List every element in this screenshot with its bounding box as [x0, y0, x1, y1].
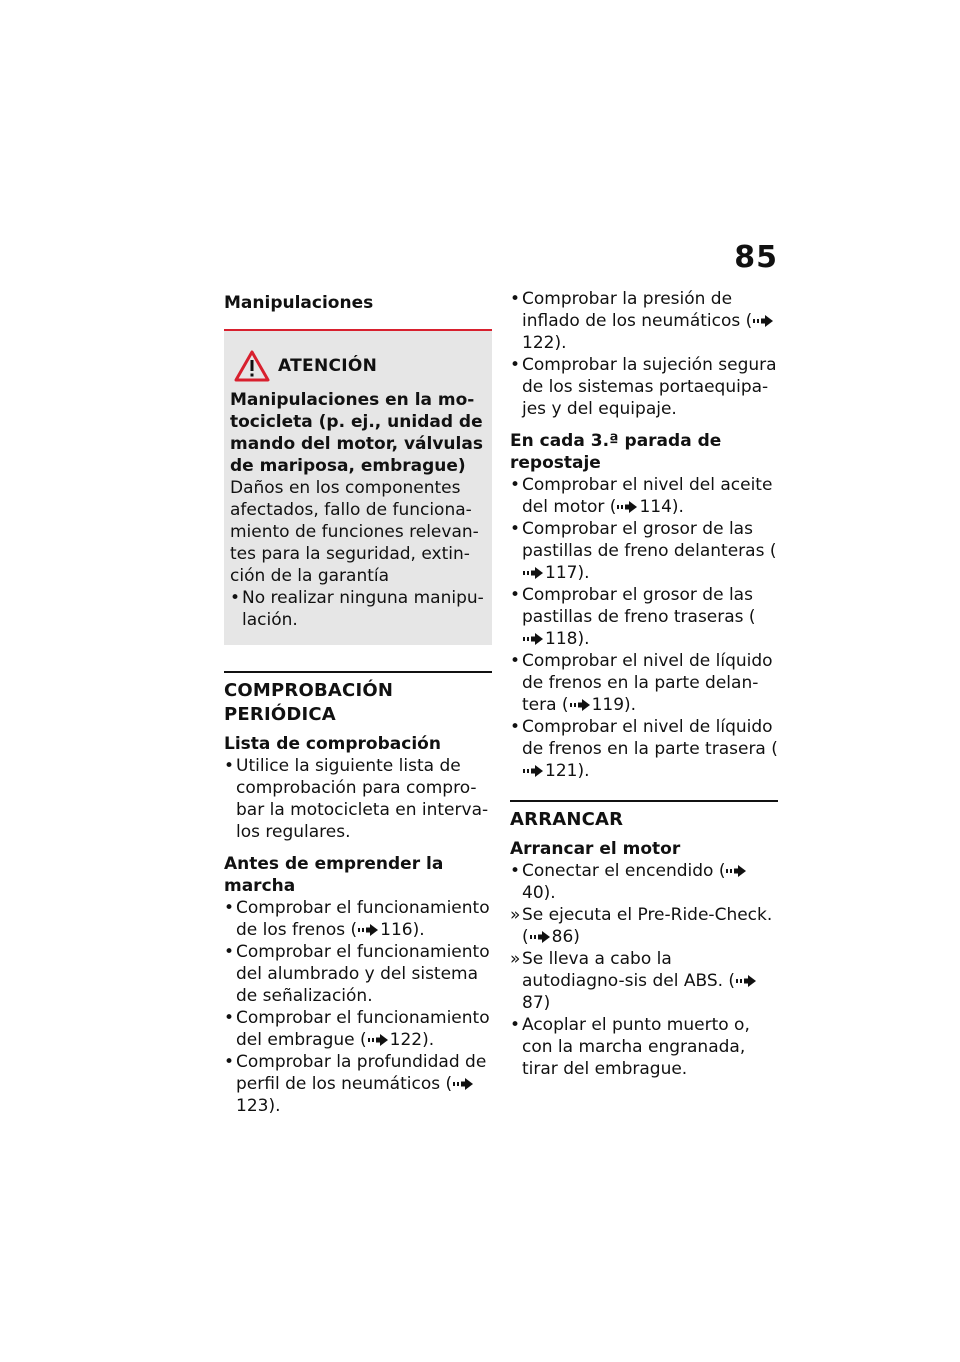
warning-title: Manipulaciones en la mo-tocicleta (p. ej., unidad de mando del motor, válvulas de mariposa, embrague) — [230, 390, 483, 476]
page-reference[interactable]: 122 — [522, 333, 555, 353]
page-reference-arrow-icon[interactable] — [358, 924, 378, 936]
list-item: • Comprobar el nivel de líquido de frenos en la parte delan-tera ( 119). — [510, 650, 778, 716]
list-item: • Comprobar la presión de inflado de los neumáticos (122). — [510, 288, 778, 354]
page-reference-arrow-icon[interactable] — [523, 633, 543, 645]
before-riding-list — [224, 897, 492, 1117]
list-item: • Comprobar el grosor de las pastillas de freno traseras (118). — [510, 584, 778, 650]
result-item: » Se ejecuta el Pre-Ride-Check. ( 86) — [510, 904, 778, 948]
page-reference-arrow-icon[interactable] — [523, 765, 543, 777]
checklist-list — [224, 755, 492, 843]
warning-action: • No realizar ninguna manipu-lación. — [230, 587, 484, 631]
warning-box — [224, 331, 492, 645]
left-column — [224, 288, 492, 1117]
start-engine-heading: Arrancar el motor — [510, 839, 681, 859]
page-reference[interactable]: 87 — [522, 993, 544, 1013]
list-item: • Acoplar el punto muerto o, con la marcha engranada, tirar del embrague. — [510, 1014, 778, 1080]
manipulations-heading: Manipulaciones — [224, 293, 374, 313]
page-reference-arrow-icon[interactable] — [453, 1078, 473, 1090]
list-item: • Conectar el encendido (40). — [510, 860, 778, 904]
page-reference-arrow-icon[interactable] — [736, 975, 756, 987]
warning-body: Daños en los componentes afectados, fallo de funciona-miento de funciones relevan-tes para la seguridad, extin-ción de la garantía — [230, 478, 479, 586]
page-reference[interactable]: 118 — [545, 629, 578, 649]
page-reference[interactable]: 123 — [236, 1096, 269, 1116]
section-title-start: ARRANCAR — [510, 809, 624, 830]
refuel-list — [510, 474, 778, 782]
list-item: • Comprobar el funcionamiento de los frenos ( 116). — [224, 897, 492, 941]
list-item: • Comprobar la sujeción segura de los sistemas portaequipa-jes y del equipaje. — [510, 354, 778, 420]
warning-triangle-icon — [234, 350, 270, 382]
list-item: • Comprobar el funcionamiento del alumbrado y del sistema de señalización. — [224, 941, 492, 1007]
refuel-heading: En cada 3.ª parada de repostaje — [510, 431, 722, 473]
page-reference[interactable]: 116 — [380, 920, 413, 940]
page-reference[interactable]: 119 — [591, 695, 625, 715]
start-steps-list — [510, 860, 778, 904]
list-item: • Comprobar el grosor de las pastillas de freno delanteras (117). — [510, 518, 778, 584]
page-number: 85 — [734, 240, 778, 275]
page-reference-arrow-icon[interactable] — [368, 1034, 388, 1046]
warning-action-list — [230, 587, 484, 631]
list-item: • Comprobar el nivel de líquido de frenos en la parte trasera (121). — [510, 716, 778, 782]
before-riding-heading: Antes de emprender la marcha — [224, 854, 444, 896]
page-reference-arrow-icon[interactable] — [753, 315, 773, 327]
section-title-periodic-check: COMPROBACIÓN PERIÓDICA — [224, 680, 394, 725]
before-riding-list-continued — [510, 288, 778, 420]
page-reference-arrow-icon[interactable] — [570, 699, 590, 711]
list-item: • Comprobar la profundidad de perfil de los neumáticos (123). — [224, 1051, 492, 1117]
page-reference[interactable]: 122 — [389, 1030, 423, 1050]
page-reference-arrow-icon[interactable] — [523, 567, 543, 579]
list-item: • Comprobar el funcionamiento del embrague ( 122). — [224, 1007, 492, 1051]
page-reference[interactable]: 117 — [545, 563, 578, 583]
section-divider — [510, 800, 778, 802]
page-reference[interactable]: 114 — [639, 497, 672, 517]
start-steps-list-continued — [510, 1014, 778, 1080]
page-reference-arrow-icon[interactable] — [617, 501, 637, 513]
checklist-heading: Lista de comprobación — [224, 734, 441, 754]
start-results-list — [510, 904, 778, 1014]
page-reference-arrow-icon[interactable] — [726, 865, 746, 877]
warning-header — [230, 345, 484, 387]
warning-label: ATENCIÓN — [278, 356, 378, 376]
result-item: » Se lleva a cabo la autodiagno-sis del ABS. (87) — [510, 948, 778, 1014]
page-reference[interactable]: 86 — [551, 927, 574, 947]
list-item: • Comprobar el nivel del aceite del motor ( 114). — [510, 474, 778, 518]
page-reference[interactable]: 40 — [522, 883, 544, 903]
right-column — [510, 288, 778, 1080]
section-divider — [224, 671, 492, 673]
page-reference-arrow-icon[interactable] — [530, 931, 550, 943]
list-item: • Utilice la siguiente lista de comprobación para compro-bar la motocicleta en interva-los regulares. — [224, 755, 492, 843]
page-reference[interactable]: 121 — [545, 761, 578, 781]
